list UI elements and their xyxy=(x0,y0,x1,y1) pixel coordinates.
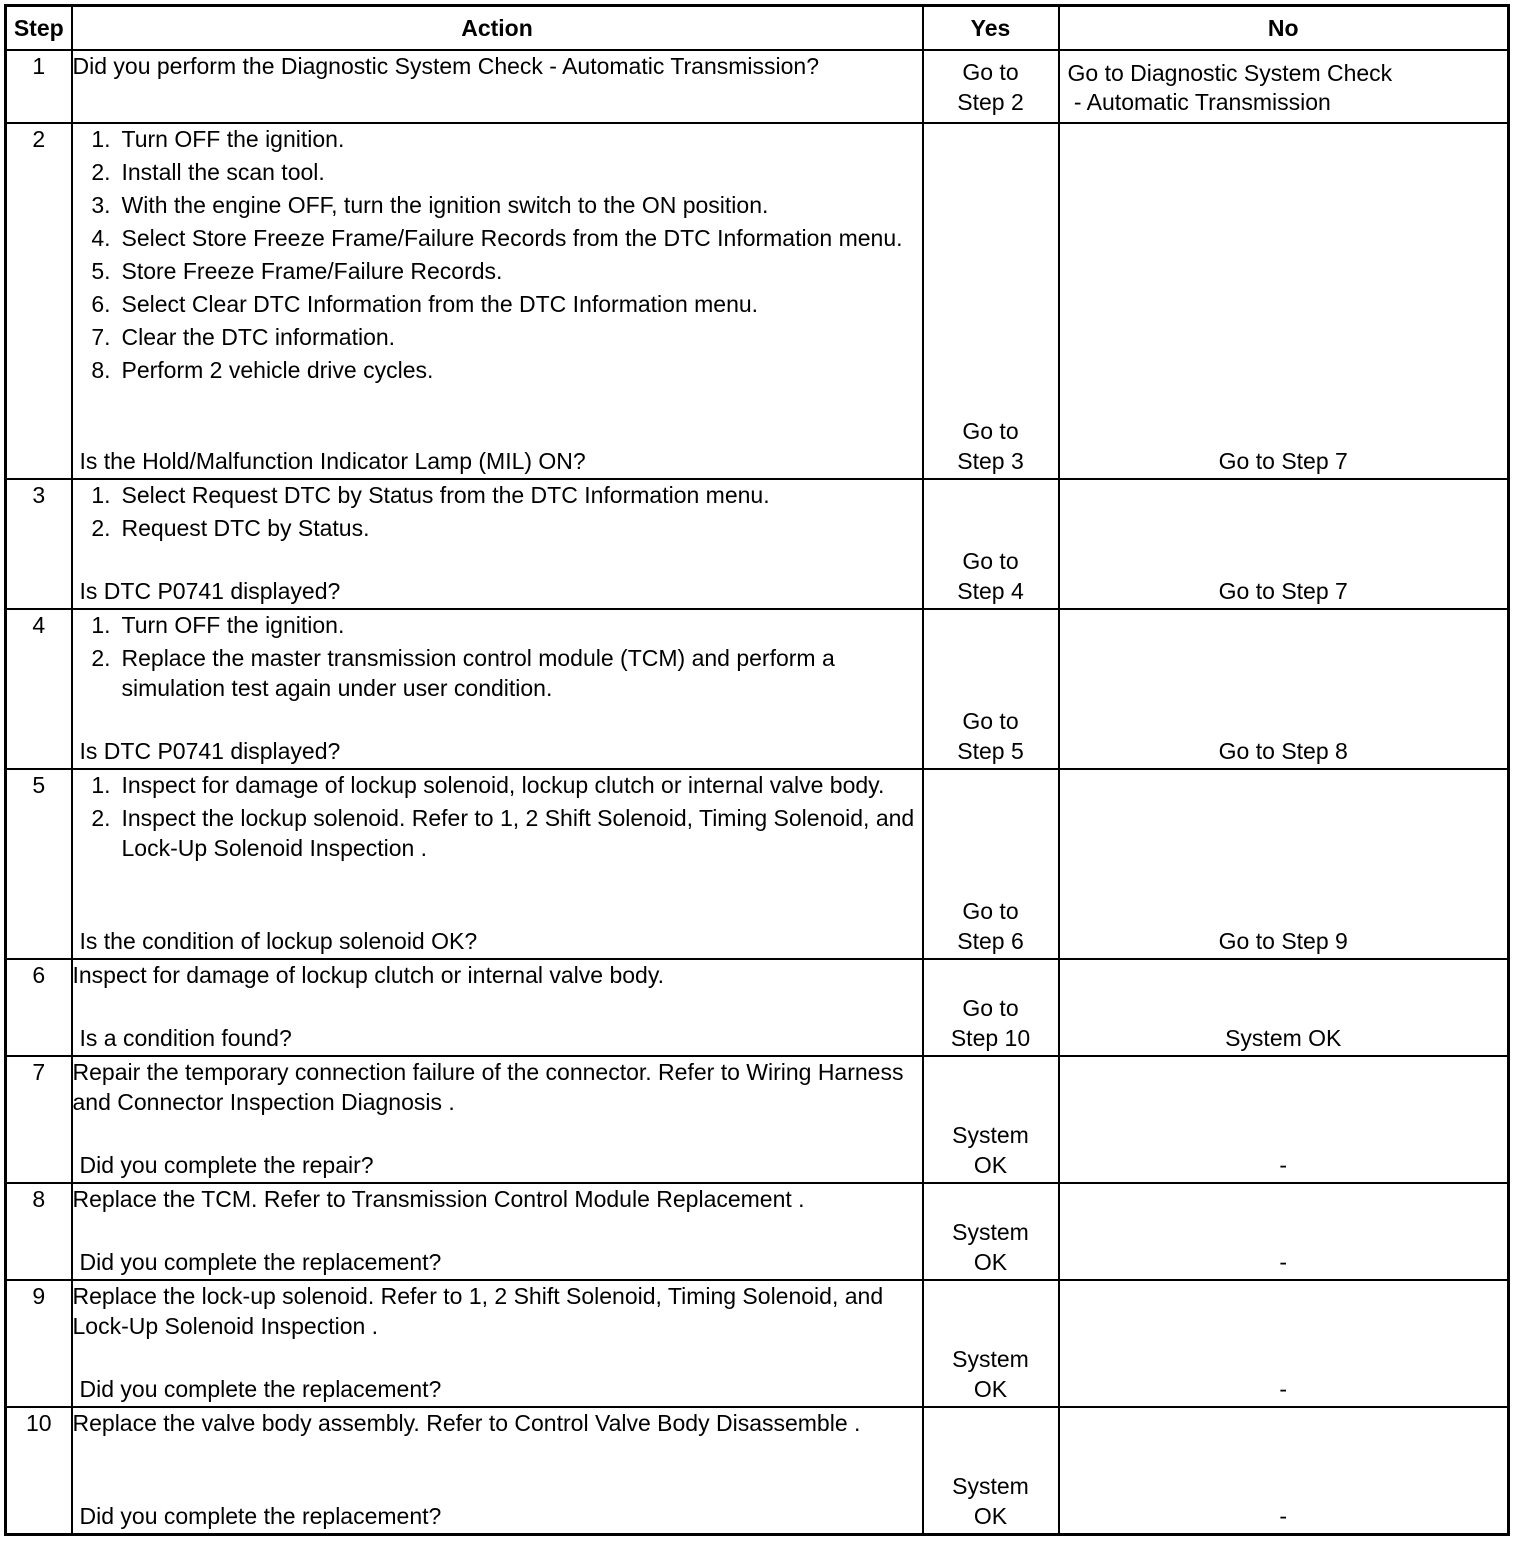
no-cell xyxy=(1059,1056,1509,1183)
step-number: 1 xyxy=(6,50,72,123)
yes-line: Step 10 xyxy=(950,1025,1031,1051)
action-list xyxy=(73,124,922,385)
list-item-text: Request DTC by Status. xyxy=(121,515,370,541)
yes-line: OK xyxy=(973,1376,1008,1402)
yes-cell xyxy=(923,609,1059,769)
step-number: 3 xyxy=(6,479,72,609)
action-cell xyxy=(72,123,923,479)
no-cell xyxy=(1059,1407,1509,1534)
yes-line: Go to xyxy=(962,898,1019,924)
no-line: - xyxy=(1279,1152,1288,1178)
no-cell xyxy=(1059,50,1509,123)
action-description: Replace the lock-up solenoid. Refer to 1, 2 Shift Solenoid, Timing Solenoid, and Lock-Up Solenoid Inspection . xyxy=(72,1283,884,1339)
action-list xyxy=(73,480,922,543)
action-cell xyxy=(72,50,923,123)
action-cell xyxy=(72,609,923,769)
list-item: 5. Store Freeze Frame/Failure Records. xyxy=(91,258,503,284)
no-line: Go to Step 9 xyxy=(1218,928,1348,954)
table-row xyxy=(6,1056,1509,1183)
no-cell xyxy=(1059,609,1509,769)
step-number: 2 xyxy=(6,123,72,479)
no-line: Go to Step 7 xyxy=(1218,448,1348,474)
yes-line: System xyxy=(952,1219,1029,1245)
action-question: Did you complete the replacement? xyxy=(79,1502,442,1529)
action-question: Did you complete the replacement? xyxy=(79,1249,442,1275)
table-row xyxy=(6,769,1509,959)
yes-cell xyxy=(923,1407,1059,1534)
yes-line: Go to xyxy=(962,708,1019,734)
no-line: Go to Diagnostic System Check xyxy=(1067,60,1393,86)
list-item: 2. Request DTC by Status. xyxy=(91,515,370,541)
yes-line: Go to xyxy=(962,59,1019,85)
list-item: 1. Turn OFF the ignition. xyxy=(91,612,345,638)
yes-cell xyxy=(923,959,1059,1056)
table-row xyxy=(6,479,1509,609)
header-row xyxy=(6,6,1509,51)
list-item-text: Select Request DTC by Status from the DTC Information menu. xyxy=(121,482,770,508)
yes-line: System xyxy=(952,1346,1029,1372)
yes-line: Step 2 xyxy=(957,89,1024,115)
list-item: 1. Inspect for damage of lockup solenoid, lockup clutch or internal valve body. xyxy=(91,772,885,798)
yes-line: Go to xyxy=(962,418,1019,444)
no-cell xyxy=(1059,959,1509,1056)
yes-line: System xyxy=(952,1122,1029,1148)
list-item: 8. Perform 2 vehicle drive cycles. xyxy=(91,357,434,383)
action-cell xyxy=(72,1407,923,1534)
list-item-text: Perform 2 vehicle drive cycles. xyxy=(121,357,434,383)
step-number: 4 xyxy=(6,609,72,769)
yes-cell xyxy=(923,1183,1059,1280)
no-line: Go to Step 8 xyxy=(1218,738,1348,764)
table-row xyxy=(6,1280,1509,1407)
action-cell xyxy=(72,959,923,1056)
step-number: 10 xyxy=(6,1407,72,1534)
list-item-text: Clear the DTC information. xyxy=(121,324,396,350)
list-item: 1. Select Request DTC by Status from the DTC Information menu. xyxy=(91,482,770,508)
action-question: Did you complete the repair? xyxy=(79,1152,374,1178)
yes-line: Step 4 xyxy=(957,578,1024,604)
action-cell xyxy=(72,1183,923,1280)
list-item: 2. Replace the master transmission control module (TCM) and perform a simulation test again under user condition. xyxy=(91,645,835,701)
no-cell xyxy=(1059,769,1509,959)
action-description: Did you perform the Diagnostic System Check - Automatic Transmission? xyxy=(72,53,820,79)
yes-line: OK xyxy=(973,1152,1008,1178)
table-row xyxy=(6,1407,1509,1534)
table-row xyxy=(6,959,1509,1056)
list-item-text: Select Clear DTC Information from the DTC Information menu. xyxy=(121,291,759,317)
no-line: - xyxy=(1279,1376,1288,1402)
action-question: Is DTC P0741 displayed? xyxy=(79,738,341,764)
list-item-text: Turn OFF the ignition. xyxy=(121,612,345,638)
step-number: 8 xyxy=(6,1183,72,1280)
list-item: 7. Clear the DTC information. xyxy=(91,324,396,350)
list-item-text: Inspect the lockup solenoid. Refer to 1, 2 Shift Solenoid, Timing Solenoid, and Lock-Up Solenoid Inspection . xyxy=(121,805,915,861)
list-item-text: With the engine OFF, turn the ignition switch to the ON position. xyxy=(121,192,769,218)
yes-line: Go to xyxy=(962,995,1019,1021)
table-row xyxy=(6,50,1509,123)
yes-cell xyxy=(923,1056,1059,1183)
list-item: 2. Install the scan tool. xyxy=(91,159,325,185)
no-line: - xyxy=(1279,1502,1288,1529)
list-item-text: Inspect for damage of lockup solenoid, lockup clutch or internal valve body. xyxy=(121,772,885,798)
step-number: 9 xyxy=(6,1280,72,1407)
yes-line: OK xyxy=(973,1249,1008,1275)
step-number: 5 xyxy=(6,769,72,959)
no-line: - xyxy=(1279,1249,1288,1275)
action-question: Did you complete the replacement? xyxy=(79,1376,442,1402)
action-list xyxy=(73,770,922,863)
yes-cell xyxy=(923,1280,1059,1407)
no-line: Go to Step 7 xyxy=(1218,578,1348,604)
action-list xyxy=(73,610,922,703)
action-description: Replace the TCM. Refer to Transmission Control Module Replacement . xyxy=(72,1186,805,1212)
no-line: - Automatic Transmission xyxy=(1067,89,1331,115)
action-cell xyxy=(72,1056,923,1183)
yes-cell xyxy=(923,769,1059,959)
yes-line: Step 5 xyxy=(957,738,1024,764)
list-item-text: Store Freeze Frame/Failure Records. xyxy=(121,258,503,284)
step-number: 7 xyxy=(6,1056,72,1183)
yes-line: OK xyxy=(973,1502,1008,1529)
list-item: 6. Select Clear DTC Information from the DTC Information menu. xyxy=(91,291,759,317)
yes-cell xyxy=(923,479,1059,609)
no-cell xyxy=(1059,1183,1509,1280)
yes-line: Step 6 xyxy=(957,928,1024,954)
step-number: 6 xyxy=(6,959,72,1056)
header-no: No xyxy=(1059,6,1509,51)
action-cell xyxy=(72,769,923,959)
list-item-text: Select Store Freeze Frame/Failure Records from the DTC Information menu. xyxy=(121,225,903,251)
yes-line: Go to xyxy=(962,548,1019,574)
no-cell xyxy=(1059,1280,1509,1407)
list-item: 2. Inspect the lockup solenoid. Refer to 1, 2 Shift Solenoid, Timing Solenoid, and Lock-Up Solenoid Inspection . xyxy=(91,805,915,861)
table-row xyxy=(6,1183,1509,1280)
list-item-text: Turn OFF the ignition. xyxy=(121,126,345,152)
table-row xyxy=(6,123,1509,479)
action-question: Is the condition of lockup solenoid OK? xyxy=(79,928,478,954)
list-item: 4. Select Store Freeze Frame/Failure Records from the DTC Information menu. xyxy=(91,225,903,251)
header-yes: Yes xyxy=(923,6,1059,51)
no-line: System OK xyxy=(1225,1025,1342,1051)
action-question: Is a condition found? xyxy=(79,1025,292,1051)
list-item-text: Install the scan tool. xyxy=(121,159,325,185)
action-description: Inspect for damage of lockup clutch or internal valve body. xyxy=(72,962,665,988)
action-cell xyxy=(72,479,923,609)
action-description: Replace the valve body assembly. Refer to Control Valve Body Disassemble . xyxy=(72,1410,861,1436)
action-question: Is DTC P0741 displayed? xyxy=(79,578,341,604)
list-item: 3. With the engine OFF, turn the ignition switch to the ON position. xyxy=(91,192,769,218)
header-step: Step xyxy=(6,6,72,51)
yes-cell xyxy=(923,50,1059,123)
diagnostic-table xyxy=(4,4,1510,1536)
action-question: Is the Hold/Malfunction Indicator Lamp (MIL) ON? xyxy=(79,448,586,474)
header-action: Action xyxy=(72,6,923,51)
action-description: Repair the temporary connection failure of the connector. Refer to Wiring Harness and Connector Inspection Diagnosis . xyxy=(72,1059,904,1115)
list-item: 1. Turn OFF the ignition. xyxy=(91,126,345,152)
yes-line: System xyxy=(952,1472,1029,1499)
yes-cell xyxy=(923,123,1059,479)
list-item-text: Replace the master transmission control module (TCM) and perform a simulation test again under user condition. xyxy=(121,645,835,701)
yes-line: Step 3 xyxy=(957,448,1024,474)
no-cell xyxy=(1059,479,1509,609)
table-row xyxy=(6,609,1509,769)
no-cell xyxy=(1059,123,1509,479)
action-cell xyxy=(72,1280,923,1407)
